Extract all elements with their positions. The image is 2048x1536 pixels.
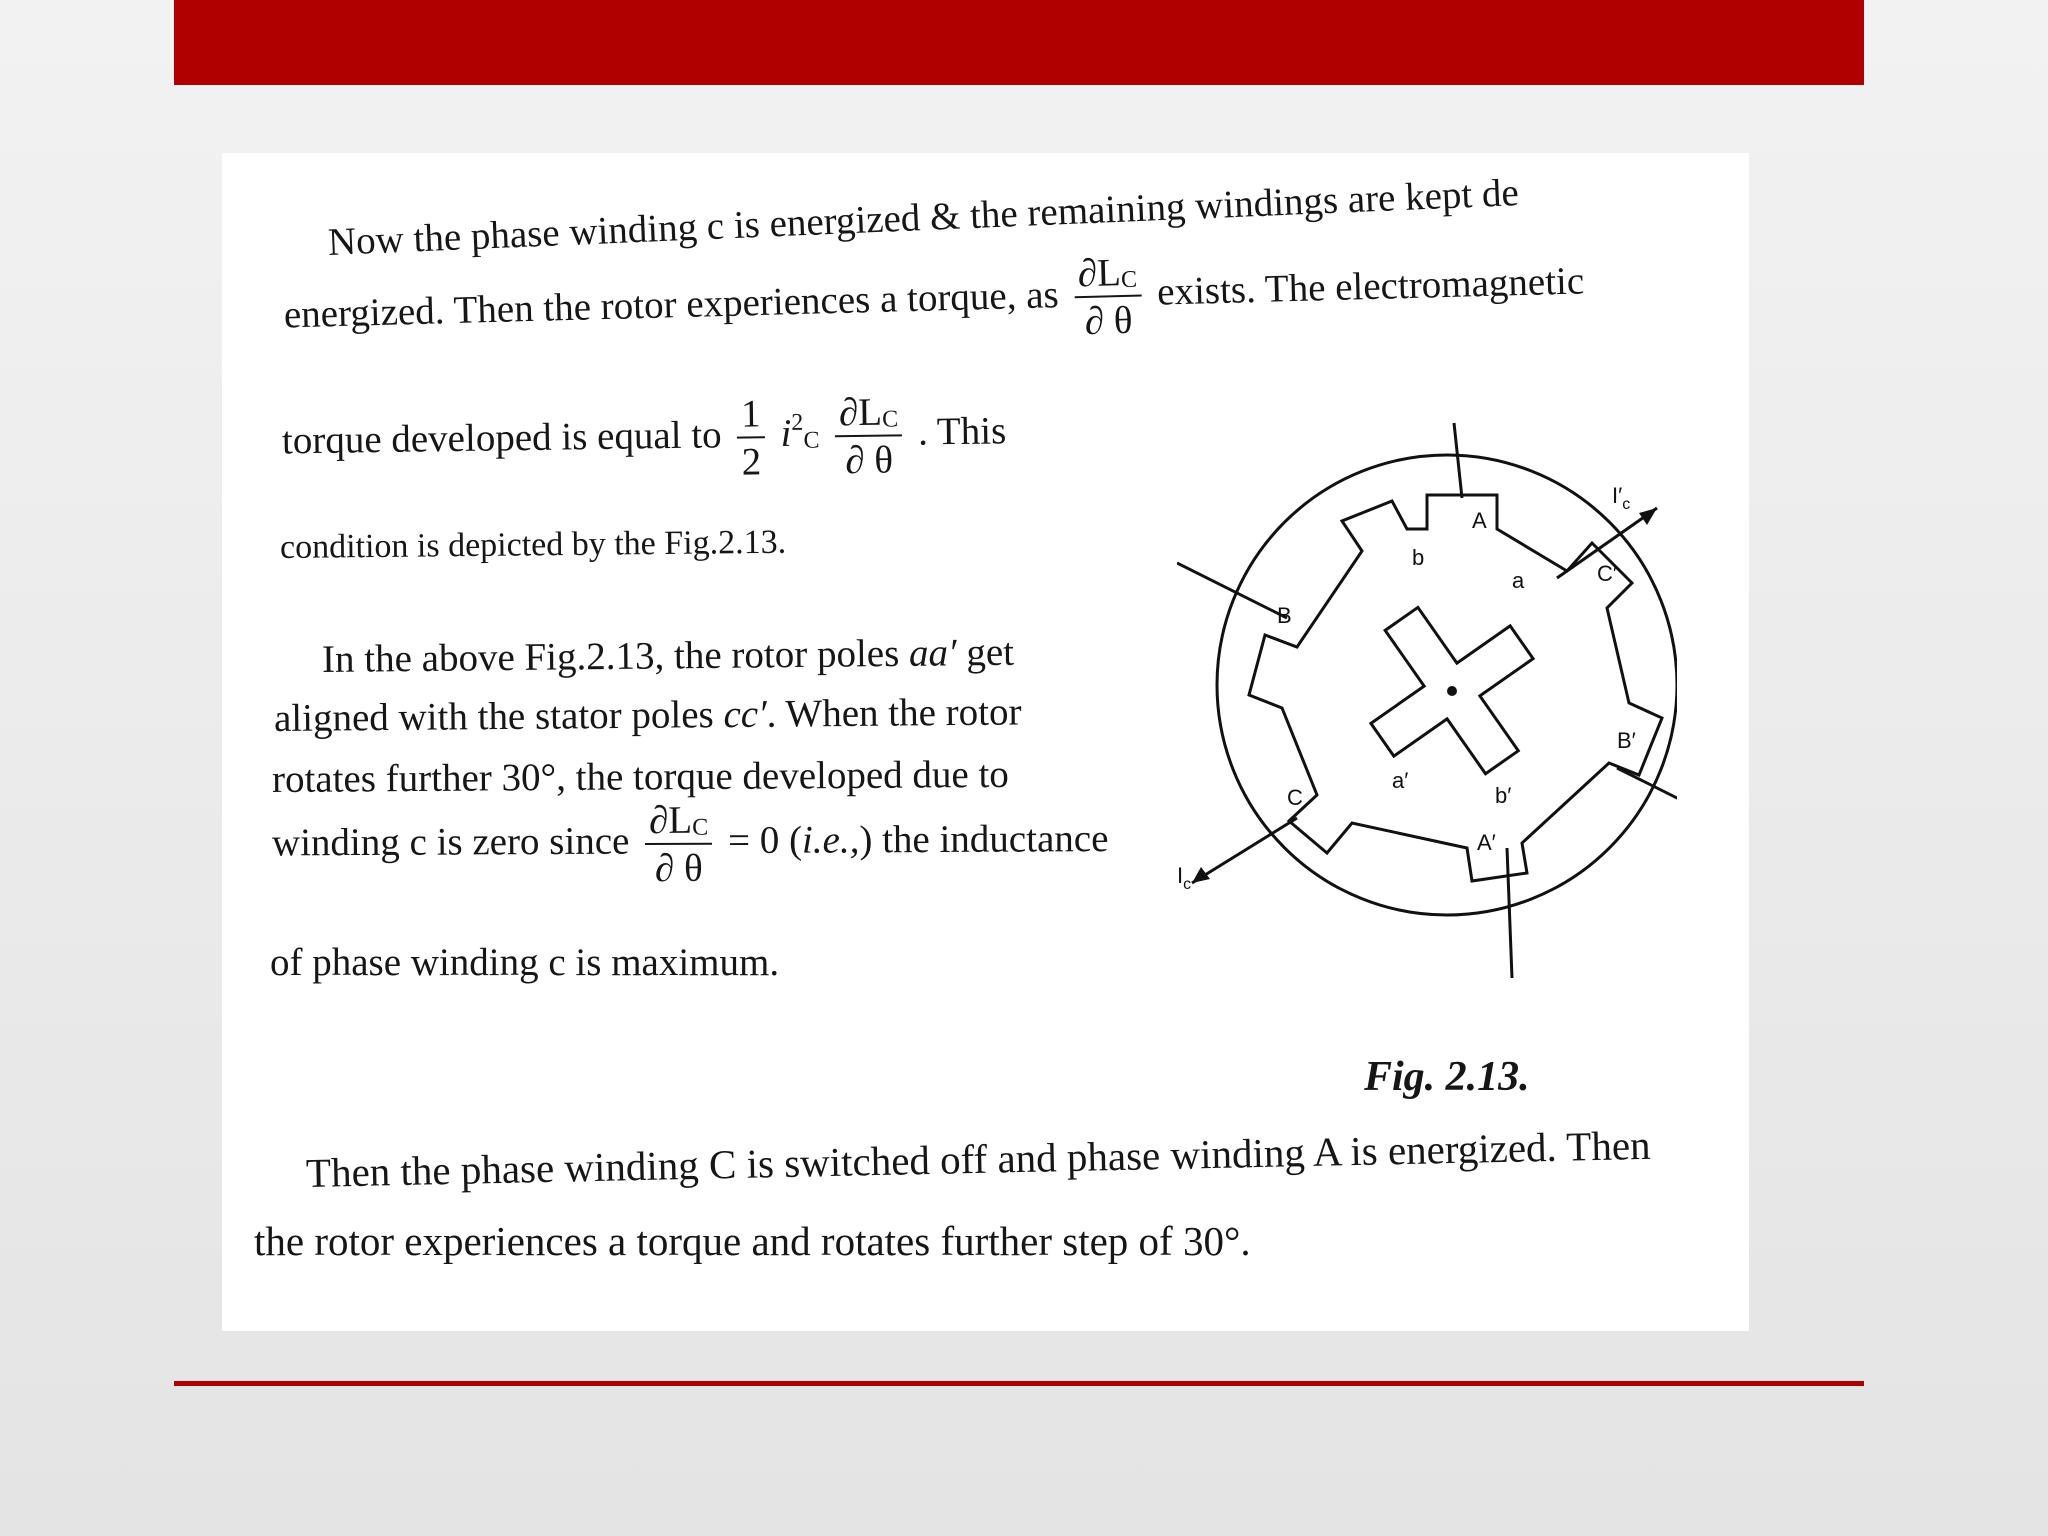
one-half-fraction: $\frac{1}{2}$: [737, 394, 766, 481]
scanned-page: [222, 153, 1749, 1331]
rotor-label-a-prime: a′: [1392, 768, 1409, 793]
p2-line2: aligned with the stator poles cc′. When the rotor: [273, 690, 1022, 740]
dlc-dtheta-fraction: $\frac{\partial LC}{\partial \theta}$: [1073, 253, 1142, 342]
p2-line3: rotates further 30°, the torque developed due to: [271, 752, 1009, 801]
p2-line5: of phase winding c is maximum.: [270, 941, 780, 984]
p1-line3: torque developed is equal to $\frac{1}{2}$ $i^2C$ $\frac{\partial LC}{\partial \theta}$ . This: [281, 390, 1007, 484]
p2-line4: winding c is zero since $\frac{\partial LC}{\partial \theta}$ = 0 (i.e.,) the inductance: [271, 798, 1109, 890]
p1-line4: condition is depicted by the Fig.2.13.: [279, 523, 787, 566]
stator-label-b: B: [1277, 603, 1292, 628]
stator-label-c: C: [1287, 785, 1303, 810]
bottom-rule: [174, 1381, 1864, 1386]
stator-label-b-prime: B′: [1617, 728, 1636, 753]
dlc-dtheta-fraction-2: $\frac{\partial LC}{\partial \theta}$: [835, 392, 903, 480]
current-in-label: $I_c$: [1177, 863, 1192, 893]
p3-line1: Then the phase winding C is switched off and phase winding A is energized. Then: [305, 1121, 1651, 1196]
p1-line1: Now the phase winding c is energized & the remaining windings are kept de: [327, 171, 1520, 264]
figure-caption: Fig. 2.13.: [1364, 1054, 1530, 1100]
p1-line2: energized. Then the rotor experiences a torque, as $\frac{\partial LC}{\partial \theta}$ exists. The electromagnetic: [283, 251, 1585, 344]
stepper-motor-diagram: [1177, 403, 1677, 993]
p3-line2: the rotor experiences a torque and rotates further step of 30°.: [254, 1218, 1251, 1264]
current-squared: $i^2C$: [780, 410, 820, 456]
rotor-label-b: b: [1412, 545, 1425, 570]
stator-outer-circle: [1217, 455, 1677, 915]
current-out-label: $I'_c$: [1612, 483, 1631, 513]
rotor-label-b-prime: b′: [1495, 783, 1512, 808]
rotor-center-dot: [1447, 686, 1457, 696]
stator-label-c-prime: C′: [1597, 561, 1618, 586]
title-bar: [174, 0, 1864, 85]
stator-label-a: A: [1472, 508, 1487, 533]
rotor-label-a: a: [1512, 568, 1525, 593]
stator-label-a-prime: A′: [1477, 830, 1496, 855]
p2-line1: In the above Fig.2.13, the rotor poles aa′ get: [321, 630, 1015, 681]
dlc-dtheta-fraction-3: $\frac{\partial LC}{\partial \theta}$: [645, 801, 713, 888]
arrow-out-icon: [1639, 508, 1657, 525]
